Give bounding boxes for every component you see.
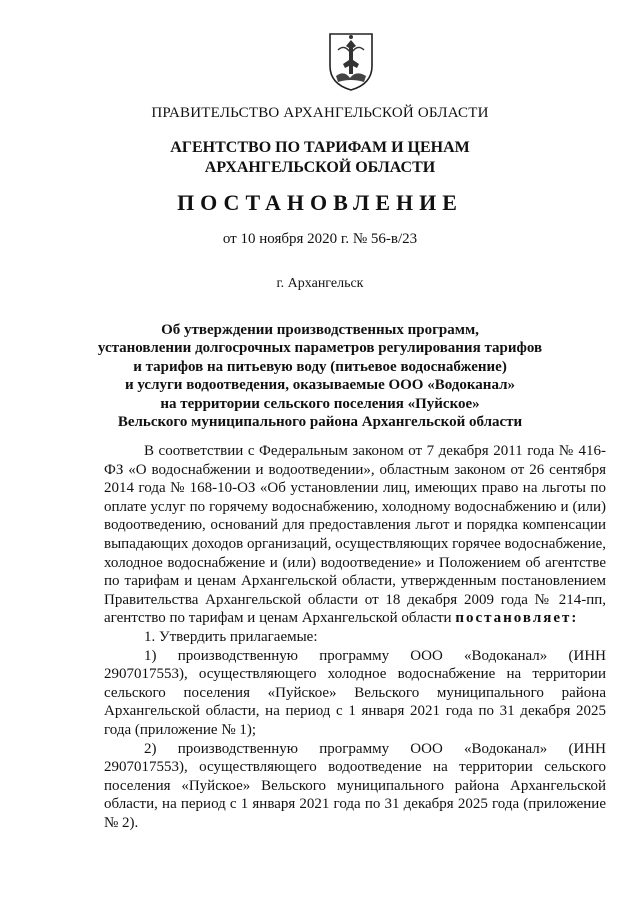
agency-name-line1: АГЕНТСТВО ПО ТАРИФАМ И ЦЕНАМ [170,139,470,156]
title-line: и тарифов на питьевую воду (питьевое водоснабжение) [133,358,507,375]
city: г. Архангельск [276,276,364,291]
agency-name [0,138,640,178]
title-line: на территории сельского поселения «Пуйское» [160,395,480,412]
item-1-2: 2) производственную программу ООО «Водоканал» (ИНН 2907017553), осуществляющего водоотведение на территории сельского поселения «Пуйское» Вельского муниципального района Архангельской области, на период с 1 января 2021 года по 31 декабря 2025 года (приложение № 2). [104,740,606,831]
document-title [0,321,640,431]
government-name: ПРАВИТЕЛЬСТВО АРХАНГЕЛЬСКОЙ ОБЛАСТИ [151,105,489,121]
item-1-1: 1) производственную программу ООО «Водоканал» (ИНН 2907017553), осуществляющего холодное водоснабжение на территории сельского поселения «Пуйское» Вельского муниципального района Архангельской области, на период с 1 января 2021 года по 31 декабря 2025 года (приложение № 1); [104,647,606,738]
preamble-text: В соответствии с Федеральным законом от 7 декабря 2011 года № 416-ФЗ «О водоснабжении и водоотведении», областным законом от 26 сентября 2014 года № 168-10-ОЗ «Об установлении лиц, имеющих право на льготы по оплате услуг по горячему водоснабжению, холодному водоснабжению и (или) водоотведению, оснований для предоставления льгот и порядка компенсации выпадающих доходов организаций, осуществляющих горячее водоснабжение, холодное водоснабжение и (или) водоотведение» и Положением об агентстве по тарифам и ценам Архангельской области, утвержденным постановлением Правительства Архангельской области от 18 декабря 2009 года № 214-пп, агентство по тарифам и ценам Архангельской области [104,443,606,627]
preamble-paragraph [104,442,606,628]
document-type: ПОСТАНОВЛЕНИЕ [177,190,463,215]
date-number: от 10 ноября 2020 г. № 56-в/23 [222,231,418,247]
agency-name-line2: АРХАНГЕЛЬСКОЙ ОБЛАСТИ [204,159,436,176]
document-body [104,442,606,832]
title-line: Вельского муниципального района Архангельской области [117,414,523,431]
title-line: установлении долгосрочных параметров регулирования тарифов [97,340,543,357]
coat-of-arms-icon [326,30,376,92]
item-1: 1. Утвердить прилагаемые: [144,628,318,645]
resolves-keyword: постановляет: [455,610,579,627]
title-line: Об утверждении производственных программ, [161,322,479,338]
title-line: и услуги водоотведения, оказываемые ООО «Водоканал» [124,377,515,394]
